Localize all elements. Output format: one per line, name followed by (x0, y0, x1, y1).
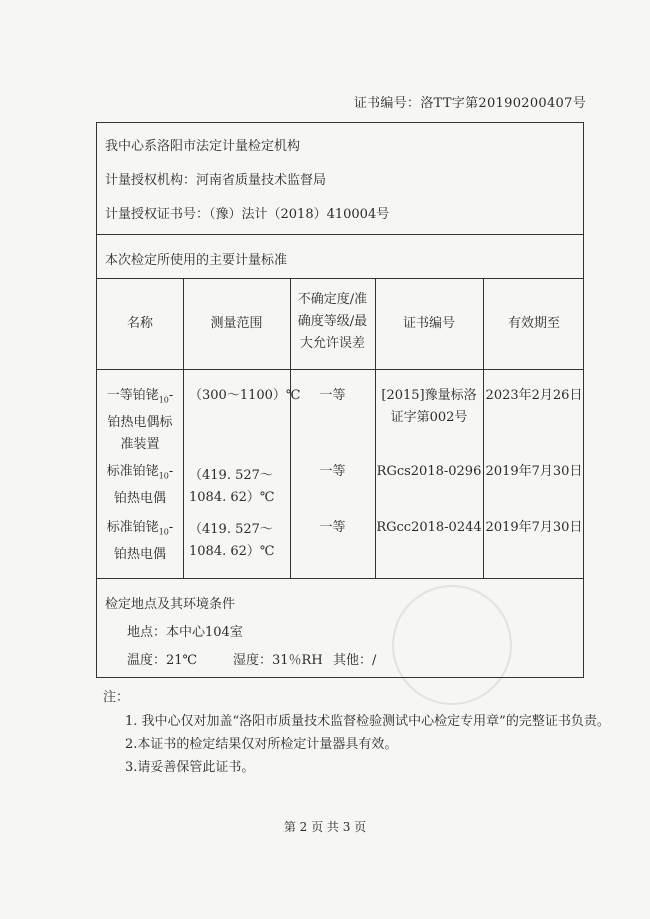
table-row-2-cert: RGcs2018-0296 (376, 464, 482, 479)
institution-line-3: 计量授权证书号：（豫）法计（2018）410004号 (105, 207, 390, 222)
certificate-number: 证书编号：洛TT字第20190200407号 (353, 96, 586, 111)
environment-other: 其他：/ (333, 653, 377, 668)
notes-title: 注： (103, 690, 130, 705)
note-item-1: 1. 我中心仅对加盖“洛阳市质量技术监督检验测试中心检定专用章”的完整证书负责。 (125, 714, 610, 729)
cert-line: 证字第002号 (390, 410, 468, 425)
page-footer: 第 2 页 共 3 页 (283, 820, 367, 834)
header-name: 名称 (126, 316, 153, 331)
environment-section (97, 579, 583, 679)
header-uncertainty (290, 289, 375, 355)
standards-table (97, 279, 583, 579)
table-row-3-cert: RGcc2018-0244 (376, 520, 482, 535)
table-row-1-valid: 2023年2月26日 (485, 388, 583, 403)
table-row-3-grade: 一等 (319, 520, 346, 535)
table-row-1-cert (375, 385, 483, 429)
note-item-3: 3.请妥善保管此证书。 (125, 760, 255, 775)
header-uncertainty-line: 确度等级/最 (297, 314, 368, 329)
name-line: 标准铂铑$_{10}$- (106, 520, 174, 537)
name-line: 铂热电偶 (113, 490, 166, 506)
range-line: （419. 527～ (189, 468, 273, 483)
environment-heading: 检定地点及其环境条件 (105, 597, 236, 612)
cert-line: [2015]豫量标洛 (381, 388, 477, 403)
table-row-1-name (97, 385, 183, 456)
range-line: 1084. 62）℃ (189, 490, 275, 505)
header-valid-until: 有效期至 (507, 316, 560, 331)
name-line: 准装置 (120, 436, 160, 452)
table-row-2-range (189, 465, 274, 509)
institution-line-2: 计量授权机构：河南省质量技术监督局 (105, 173, 327, 188)
header-range: 测量范围 (210, 316, 263, 331)
table-row-2-name (97, 461, 183, 510)
name-line: 铂热电偶 (113, 546, 166, 562)
table-row-3-valid: 2019年7月30日 (485, 520, 583, 535)
certificate-frame (96, 122, 584, 678)
environment-temperature: 温度：21℃ (127, 653, 198, 668)
range-line: 1084. 62）℃ (189, 544, 275, 559)
standards-heading: 本次检定所使用的主要计量标准 (105, 253, 288, 268)
institution-line-1: 我中心系洛阳市法定计量检定机构 (105, 139, 301, 154)
table-row-3-range (189, 519, 274, 563)
standards-heading-section (97, 235, 583, 279)
name-line: 一等铂铑$_{10}$- (106, 388, 174, 405)
header-cert-no: 证书编号 (402, 316, 455, 331)
range-line: （419. 527～ (189, 522, 273, 537)
table-row-2-valid: 2019年7月30日 (485, 464, 583, 479)
environment-humidity: 湿度：31％RH (233, 653, 323, 668)
table-row-1-grade: 一等 (319, 388, 346, 403)
table-row-3-name (97, 517, 183, 566)
name-line: 铂热电偶标 (107, 414, 173, 430)
header-uncertainty-line: 不确定度/准 (297, 292, 368, 307)
table-header-divider (97, 369, 583, 370)
environment-location: 地点：本中心104室 (127, 625, 243, 640)
name-line: 标准铂铑$_{10}$- (106, 464, 174, 481)
institution-section (97, 123, 583, 235)
table-row-1-range: （300～1100）℃ (189, 388, 301, 403)
header-uncertainty-line: 大允许误差 (299, 336, 365, 351)
note-item-2: 2.本证书的检定结果仅对所检定计量器具有效。 (125, 737, 398, 752)
table-row-2-grade: 一等 (319, 464, 346, 479)
